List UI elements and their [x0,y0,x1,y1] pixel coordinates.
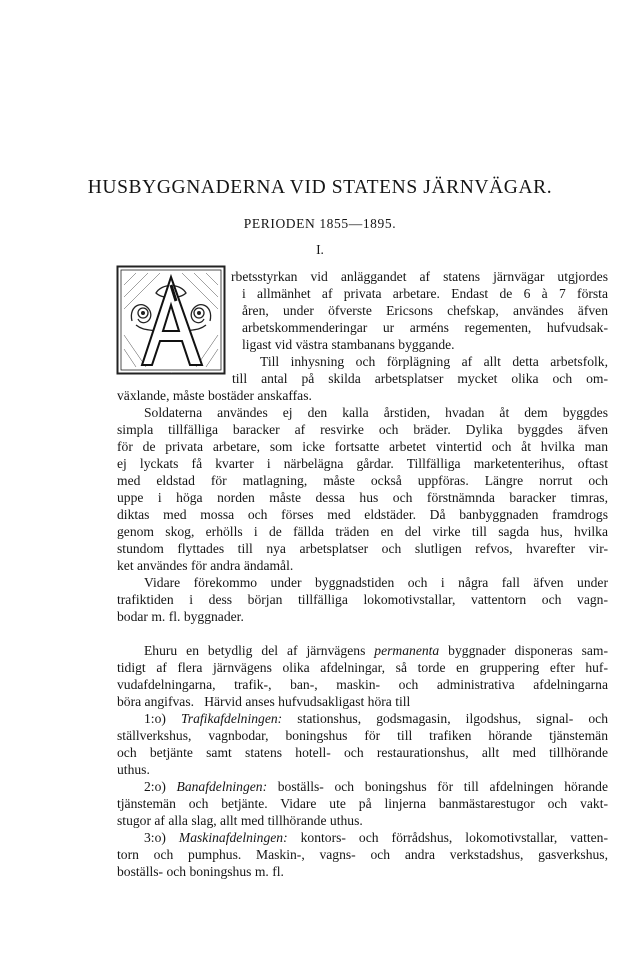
para5-line-3: vudafdelningarna, trafik-, ban-, maskin- och administrativa afdelningarna [117,677,608,692]
item3-heading: Maskinafdelningen: [178,830,288,845]
item2-line-2: tjänstemän och betjänte. Vidare ute på linjerna banmästarestugor och vakt- [117,796,608,811]
para5-line-4: böra angifvas. Härvid anses hufvudsakligast höra till [117,694,411,709]
item1-line-1: 1:o) Trafikafdelningen: stationshus, godsmagasin, ilgodshus, signal- och [144,711,609,726]
para2-line-2: till antal på skilda arbetsplatser mycket olika och om- [232,371,608,386]
para1-line-4: arbetskommenderingar ur arméns regementen, hufvudsak- [242,320,608,335]
item3-line-2: torn och pumphus. Maskin-, vagns- och andra verkstadshus, gasverkshus, [117,847,608,862]
para2-line-1: Till inhysning och förplägning af allt detta arbetsfolk, [260,354,608,369]
page-title: HUSBYGGNADERNA VID STATENS JÄRNVÄGAR. [87,177,553,198]
para3-line-10: ket användes för andra ändamål. [117,558,294,573]
item3-line-1: 3:o) Maskinafdelningen: kontors- och förrådshus, lokomotivstallar, vatten- [144,830,608,845]
para3-line-7: diktas med mossa och förses med eldstäder. Då banbyggnaden framdrogs [117,507,608,522]
para1-line-3: åren, under öfverste Ericsons chefskap, användes äfven [242,303,608,318]
para4-line-2: trafiktiden i dess början tillfälliga lokomotivstallar, vattentorn och vagn- [117,592,608,607]
item2-heading: Banafdelningen: [176,779,268,794]
para3-line-4: ej lyckats få kvarter i närbelägna gårdar. Tillfälliga marketenterihus, oftast [117,456,608,471]
para3-line-5: med eldstad för matlagning, måste också uppföras. Längre norrut och [117,473,608,488]
item1-line-2: ställverkshus, vagnbodar, boningshus för till trafiken hörande tjänstemän [117,728,608,743]
para4-line-3: bodar m. fl. byggnader. [117,609,244,624]
para1-line-5: ligast vid västra stambanans byggande. [242,337,455,352]
para4-line-1: Vidare förekommo under byggnadstiden och i några fall äfven under [144,575,608,590]
para5-line-1: Ehuru en betydlig del af järnvägens permanenta byggnader disponeras sam- [144,643,608,658]
item1-line-4: uthus. [117,762,150,777]
emphasis-permanenta: permanenta [374,643,440,658]
item2-line-3: stugor af alla slag, allt med tillhörande uthus. [117,813,363,828]
item2-line-1: 2:o) Banafdelningen: boställs- och boningshus för till afdelningen hörande [144,779,609,794]
section-number: I. [316,242,324,257]
para3-line-3: för de privata arbetare, som icke fortsatte arbetet vintertid och åt hvilka man [117,439,608,454]
para2-line-3: växlande, måste bostäder anskaffas. [117,388,312,403]
para5-line-2: tidigt af flera järnvägens olika afdelningar, så torde en gruppering efter huf- [117,660,608,675]
para1-line-2: i allmänhet af privata arbetare. Endast de 6 à 7 första [242,286,608,301]
item1-heading: Trafikafdelningen: [181,711,283,726]
para3-line-8: genom skog, erhölls i de fällda träden en del virke till sagda hus, hvilka [117,524,608,539]
item3-line-3: boställs- och boningshus m. fl. [117,864,284,879]
para3-line-9: stundom flyttades till nya arbetsplatser och slutligen refvos, hvarefter vir- [117,541,608,556]
para3-line-2: simpla tillfälliga baracker af resvirke och bräder. Dylika byggdes äfven [117,422,608,437]
item1-line-3: och betjänte samt statens hotell- och restaurationshus, allt med tillhörande [117,745,608,760]
page-subtitle: PERIODEN 1855—1895. [243,216,397,231]
ornate-drop-cap-icon [116,265,226,375]
para3-line-6: uppe i höga norden måste dessa hus och förstnämnda baracker timras, [117,490,608,505]
initial-letter: A [171,373,172,374]
para3-line-1: Soldaterna användes ej den kalla årstiden, hvadan åt dem byggdes [144,405,608,420]
para1-line-1: rbetsstyrkan vid anläggandet af statens järnvägar utgjordes [231,269,608,284]
